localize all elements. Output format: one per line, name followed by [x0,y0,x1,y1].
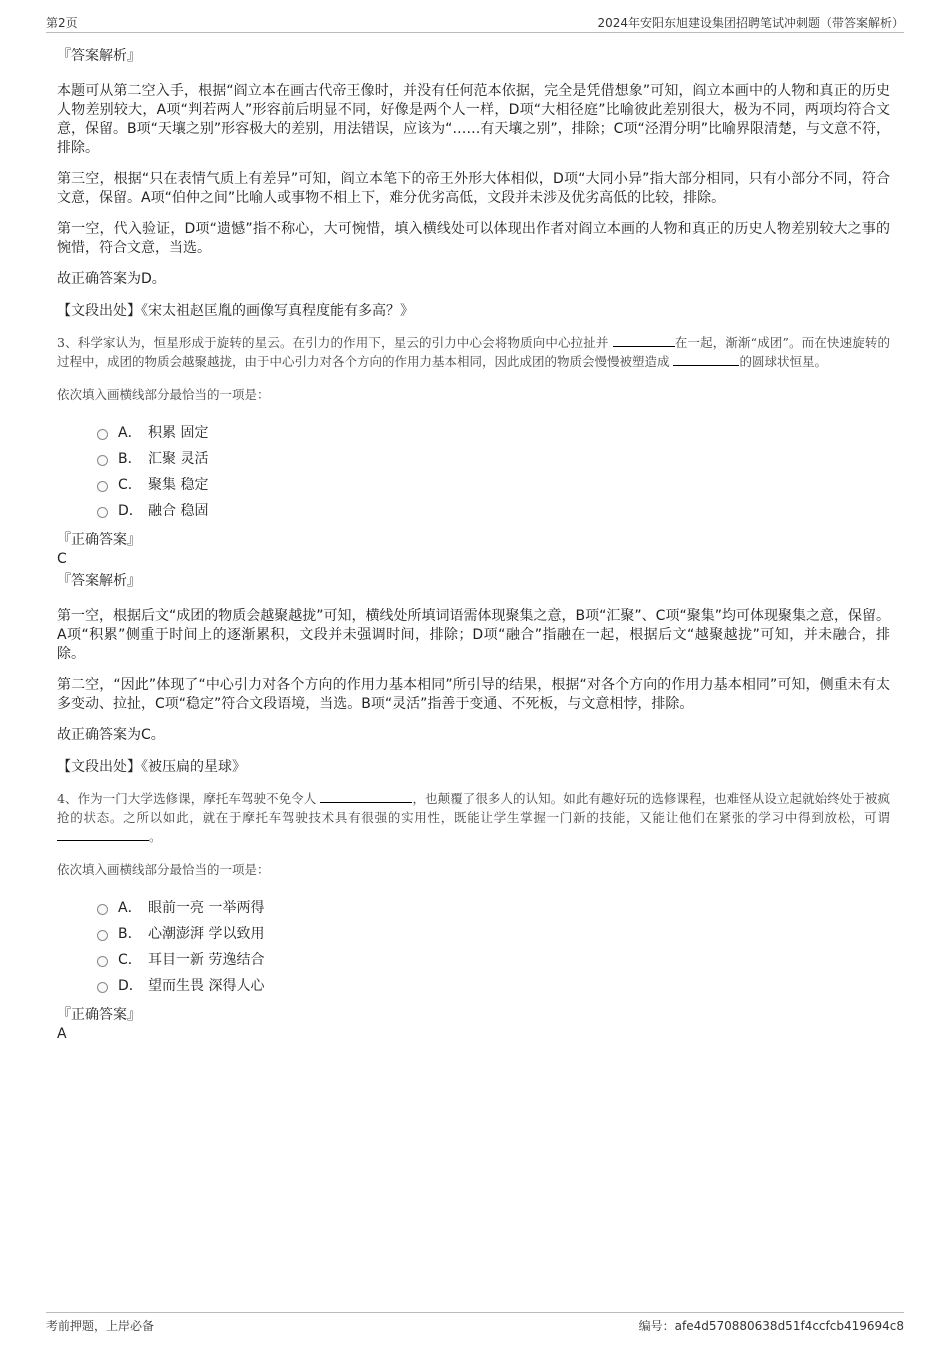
q3-analysis-label: 『答案解析』 [57,573,141,589]
q2-analysis-para-3: 第一空，代入验证，D项“遗憾”指不称心，大可惋惜，填入横线处可以体现出作者对阎立本画的人物和真正的历史人物差别较大之事的惋惜，符合文意，当选。 [57,221,890,256]
footer-slogan: 考前押题，上岸必备 [46,1319,155,1333]
q3-stem-part-1: 3、科学家认为，恒星形成于旋转的星云。在引力的作用下，星云的引力中心会将物质向中心拉扯并 [57,335,613,350]
option-text: 积累 固定 [148,425,209,441]
q4-blank-1 [320,790,412,803]
option-letter: D． [118,503,143,519]
q3-conclusion: 故正确答案为C。 [57,727,165,743]
q2-source: 【文段出处】《宋太祖赵匡胤的画像写真程度能有多高？》 [57,303,414,319]
page-number: 第2页 [46,16,78,30]
option-letter: C． [118,952,142,968]
q3-option-b[interactable] [97,445,890,471]
q3-answer-label: 『正确答案』 [57,532,141,548]
q4-option-b[interactable] [97,920,890,946]
radio-icon[interactable] [97,956,108,967]
q3-options [97,419,890,523]
q3-blank-1 [613,334,675,347]
q4-option-a[interactable] [97,894,890,920]
q4-blank-2 [57,828,149,841]
q2-conclusion: 故正确答案为D。 [57,271,166,287]
q3-instruction: 依次填入画横线部分最恰当的一项是： [57,387,270,402]
q4-stem-part-3: 。 [149,829,162,844]
radio-icon[interactable] [97,982,108,993]
q2-analysis-para-1: 本题可从第二空入手，根据“阎立本在画古代帝王像时，并没有任何范本依据，完全是凭借想象”可知，阎立本画中的人物和真正的历史人物差别较大，A项“判若两人”形容前后明显不同，好像是两个人一样，D项“大相径庭”比喻彼此差别很大，极为不同，两项均符合文意，保留。B项“天壤之别”形容极大的差别，用法错误，应该为“……有天壤之别”，排除；C项“泾渭分明”比喻界限清楚，与文意不符，排除。 [57,83,890,156]
option-text: 心潮澎湃 学以致用 [148,926,265,942]
q3-analysis-para-1: 第一空，根据后文“成团的物质会越聚越拢”可知，横线处所填词语需体现聚集之意，B项“汇聚”、C项“聚集”均可体现聚集之意，保留。A项“积累”侧重于时间上的逐渐累积，文段并未强调时间，排除；D项“融合”指融在一起，根据后文“越聚越拢”可知，并未融合，排除。 [57,608,890,662]
document-body [57,46,890,1046]
option-text: 望而生畏 深得人心 [148,978,265,994]
q4-stem-part-2: ，也颠覆了很多人的认知。如此有趣好玩的选修课程，也难怪从设立起就始终处于被疯抢的状态。之所以如此，就在于摩托车驾驶技术具有很强的实用性，既能让学生掌握一门新的技能，又能让他们在紧张的学习中得到放松，可谓 [57,791,890,825]
q3-source: 【文段出处】《被压扁的星球》 [57,759,246,775]
q4-answer-label: 『正确答案』 [57,1007,141,1023]
q2-analysis-label: 『答案解析』 [57,48,141,64]
page-footer [46,1312,904,1336]
radio-icon[interactable] [97,481,108,492]
q4-options [97,894,890,998]
document-code: 编号：afe4d570880638d51f4ccfcb419694c8 [638,1319,904,1333]
radio-icon[interactable] [97,429,108,440]
q4-stem-part-1: 4、作为一门大学选修课，摩托车驾驶不免令人 [57,791,321,806]
q3-option-a[interactable] [97,419,890,445]
option-text: 聚集 稳定 [148,477,209,493]
q2-analysis-para-2: 第三空，根据“只在表情气质上有差异”可知，阎立本笔下的帝王外形大体相似，D项“大同小异”指大部分相同，只有小部分不同，符合文意，保留。A项“伯仲之间”比喻人或事物不相上下，难分优劣高低，文段并未涉及优劣高低的比较，排除。 [57,171,890,206]
option-letter: D． [118,978,143,994]
q3-blank-2 [673,353,739,366]
q4-option-d[interactable] [97,972,890,998]
q4-instruction: 依次填入画横线部分最恰当的一项是： [57,862,270,877]
radio-icon[interactable] [97,507,108,518]
option-text: 融合 稳固 [148,503,209,519]
q3-option-c[interactable] [97,471,890,497]
option-text: 汇聚 灵活 [148,451,209,467]
radio-icon[interactable] [97,904,108,915]
radio-icon[interactable] [97,930,108,941]
q3-stem-part-2: 在一起，渐渐“成团”。而在快速旋转的过程中，成团的物质会越聚越拢，由于中心引力对各个方向的作用力基本相同，因此成团的物质会慢慢被塑造成 [57,335,890,369]
q3-answer: C [57,551,67,567]
document-title: 2024年安阳东旭建设集团招聘笔试冲刺题（带答案解析） [597,16,904,30]
option-letter: A． [118,425,142,441]
q3-analysis-para-2: 第二空，“因此”体现了“中心引力对各个方向的作用力基本相同”所引导的结果，根据“对各个方向的作用力基本相同”可知，侧重未有太多变动、拉扯，C项“稳定”符合文段语境，当选。B项“灵活”指善于变通、不死板，与文意相悖，排除。 [57,677,890,712]
q4-option-c[interactable] [97,946,890,972]
option-text: 耳目一新 劳逸结合 [148,952,265,968]
q3-stem-part-3: 的圆球状恒星。 [739,354,827,369]
q3-stem [57,333,890,371]
q4-answer: A [57,1026,67,1042]
option-letter: A． [118,900,142,916]
q3-option-d[interactable] [97,497,890,523]
option-text: 眼前一亮 一举两得 [148,900,265,916]
radio-icon[interactable] [97,455,108,466]
option-letter: B． [118,451,142,467]
page-header [46,14,904,33]
q4-stem [57,789,890,846]
option-letter: C． [118,477,142,493]
option-letter: B． [118,926,142,942]
